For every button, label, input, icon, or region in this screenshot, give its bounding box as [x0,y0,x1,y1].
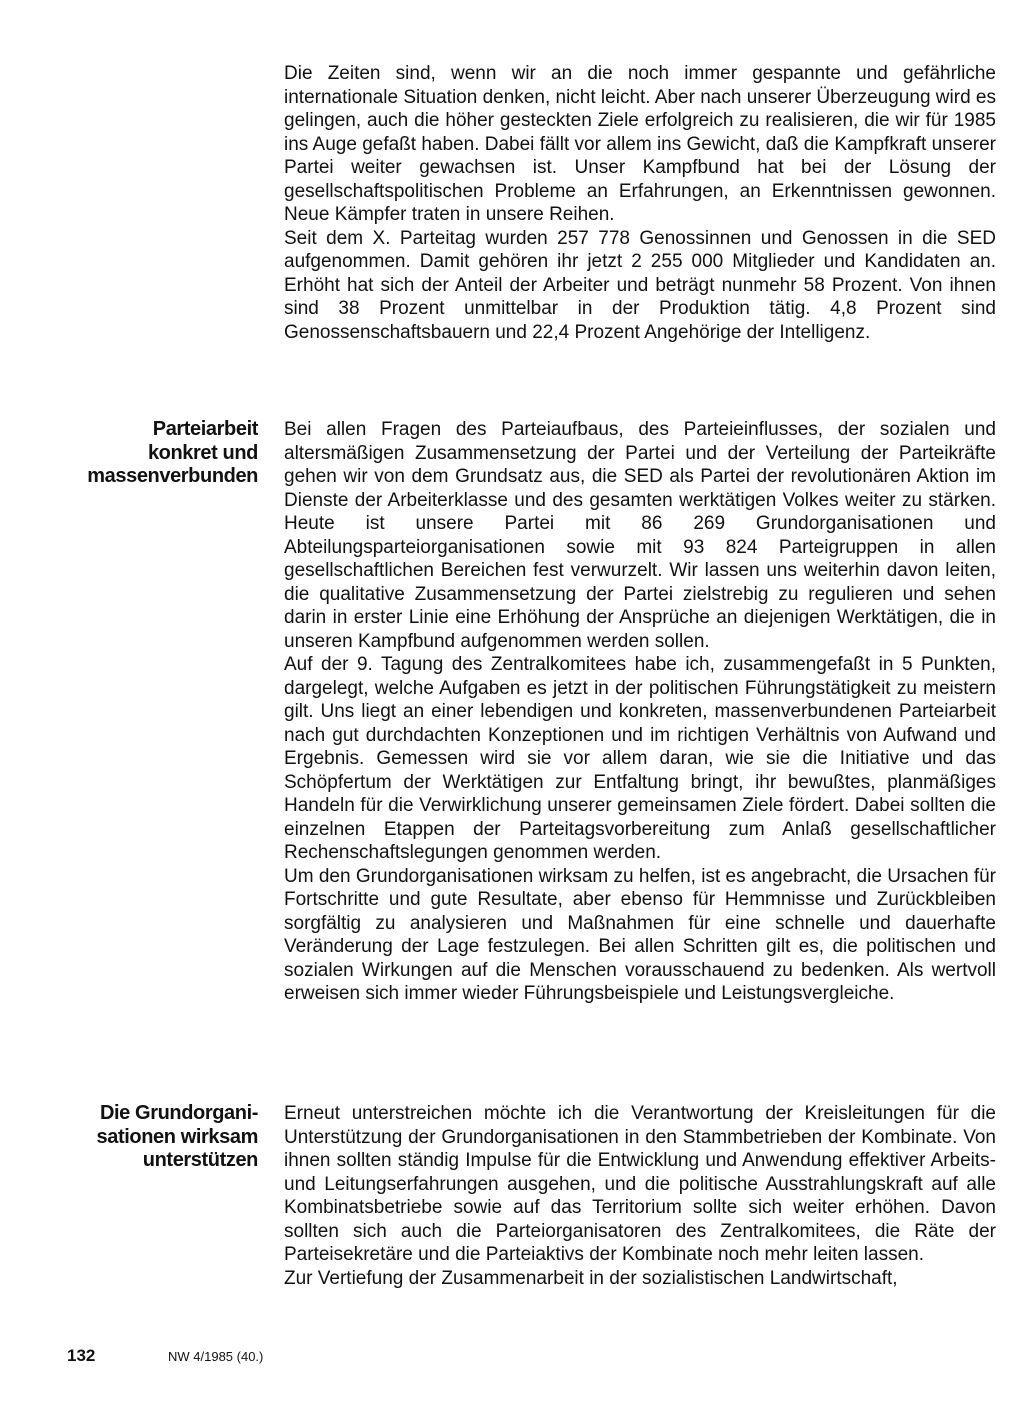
margin-heading-parteiarbeit [58,418,258,489]
heading-line: Parteiarbeit [152,418,258,440]
paragraph: Zur Vertiefung der Zusammenarbeit in der sozialistischen Landwirtschaft, [284,1267,898,1289]
heading-line: Die Grundorgani- [99,1102,258,1124]
margin-heading-grundorganisationen [58,1102,258,1173]
section-parteiarbeit [284,418,996,1006]
page-number: 132 [67,1346,96,1365]
paragraph: Seit dem X. Parteitag wurden 257 778 Genossinnen und Genossen in die SED aufgenommen. Damit gehören ihr jetzt 2 255 000 Mitglieder und Kandidaten an. Erhöht hat sich der Anteil der Arbeiter und beträgt nunmehr 58 Prozent. Von ihnen sind 38 Prozent unmittelbar in der Produktion tätig. 4,8 Prozent sind Genossenschaftsbauern und 22,4 Prozent Angehörige der Intelligenz. [284,227,996,343]
paragraph: Um den Grundorganisationen wirksam zu helfen, ist es angebracht, die Ursachen für Fortschritte und gute Resultate, aber ebenso für Hemmnisse und Zurückbleiben sorgfältig zu analysieren und Maßnahmen für eine schnelle und dauerhafte Veränderung der Lage festzulegen. Bei allen Schritten gilt es, die politischen und sozialen Wirkungen auf die Menschen vorausschauend zu bedenken. Als wertvoll erweisen sich immer wieder Führungsbeispiele und Leistungsvergleiche. [284,865,996,1004]
heading-line: sationen wirksam [96,1125,258,1148]
section-intro [284,62,996,344]
heading-line: unterstützen [142,1149,258,1171]
source-reference: NW 4/1985 (40.) [168,1349,264,1364]
paragraph: Erneut unterstreichen möchte ich die Verantwortung der Kreisleitungen für die Unterstützung der Grundorganisationen in den Stammbetrieben der Kombinate. Von ihnen sollten ständig Impulse für die Entwicklung und Anwendung effektiver Arbeits- und Leitungserfahrungen ausgehen, und die politische Ausstrahlungskraft auf alle Kombinatsbetriebe sowie auf das Territorium sollte sich weiter erhöhen. Davon sollten sich auch die Parteiorganisatoren des Zentralkomitees, die Räte der Parteisekretäre und die Parteiaktivs der Kombinate noch mehr leiten lassen. [284,1103,996,1265]
section-grundorganisationen [284,1102,996,1290]
paragraph: Bei allen Fragen des Parteiaufbaus, des Parteieinflusses, der sozialen und altersmäßigen Zusammensetzung der Partei und der Verteilung der Parteikräfte gehen wir von dem Grundsatz aus, die SED als Partei der revolutionären Aktion im Dienste der Arbeiterklasse und des gesamten werktätigen Volkes weiter zu stärken. Heute ist unsere Partei mit 86 269 Grundorganisationen und Abteilungsparteiorganisationen sowie mit 93 824 Parteigruppen in allen gesellschaftlichen Bereichen fest verwurzelt. Wir lassen uns weiterhin davon leiten, die qualitative Zusammensetzung der Partei zielstrebig zu regulieren und sehen darin in erster Linie eine Erhöhung der Ansprüche an diejenigen Werktätigen, die in unseren Kampfbund aufgenommen werden sollen. [284,419,996,652]
paragraph: Die Zeiten sind, wenn wir an die noch immer gespannte und gefährliche internationale Situation denken, nicht leicht. Aber nach unserer Überzeugung wird es gelingen, auch die höher gesteckten Ziele erfolgreich zu realisieren, die wir für 1985 ins Auge gefaßt haben. Dabei fällt vor allem ins Gewicht, daß die Kampfkraft unserer Partei weiter gewachsen ist. Unser Kampfbund hat bei der Lösung der gesellschaftspolitischen Probleme an Erfahrungen, an Erkenntnissen gewonnen. Neue Kämpfer traten in unsere Reihen. [284,63,996,225]
heading-line: massenverbunden [87,465,258,487]
paragraph: Auf der 9. Tagung des Zentralkomitees habe ich, zusammengefaßt in 5 Punkten, dargelegt, welche Aufgaben es jetzt in der politischen Führungstätigkeit zu meistern gilt. Uns liegt an einer lebendigen und konkreten, massenverbundenen Parteiarbeit nach gut durchdachten Konzeptionen und im richtigen Verhältnis von Aufwand und Ergebnis. Gemessen wird sie vor allem daran, wie sie die Initiative und das Schöpfertum der Werktätigen zur Entfaltung bringt, ihr bewußtes, planmäßiges Handeln für die Verwirklichung unserer gemeinsamen Ziele fördert. Dabei sollten die einzelnen Etappen der Parteitagsvorbereitung zum Anlaß gesellschaftlicher Rechenschaftslegungen genommen werden. [284,654,996,863]
heading-line: konkret und [147,441,258,464]
